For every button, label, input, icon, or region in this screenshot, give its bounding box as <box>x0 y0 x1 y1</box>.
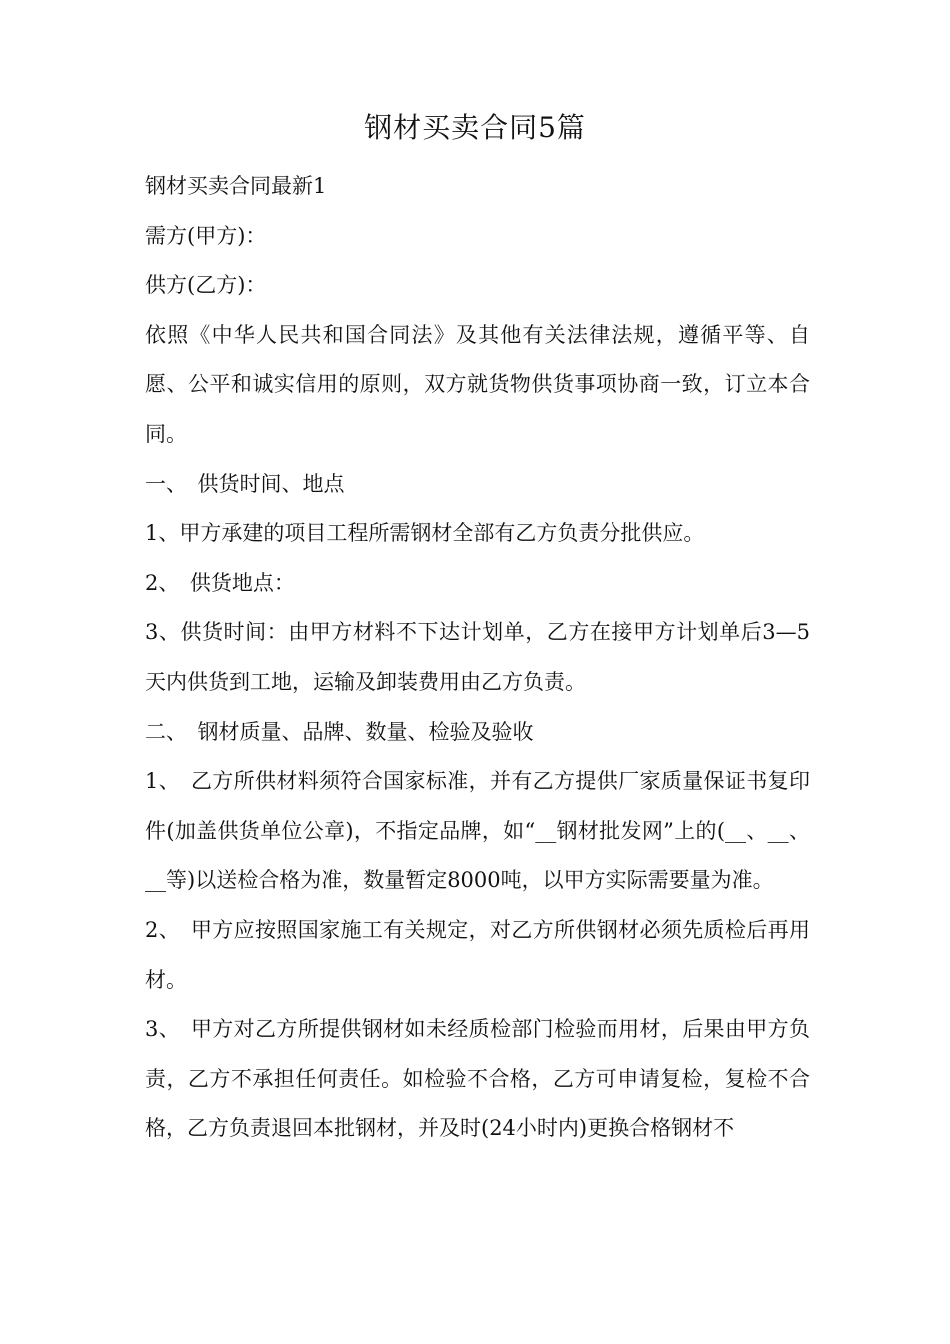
paragraph-clause-1-3: 3、供货时间：由甲方材料不下达计划单，乙方在接甲方计划单后3—5天内供货到工地，运输及卸装费用由乙方负责。 <box>145 620 810 694</box>
paragraph-clause-2-1: 1、 乙方所供材料须符合国家标准，并有乙方提供厂家质量保证书复印件(加盖供货单位公章)，不指定品牌，如“__钢材批发网”上的(__、__、__等)以送检合格为准，数量暂定8000吨，以甲方实际需要量为准。 <box>145 769 810 893</box>
paragraph-clause-2-2: 2、 甲方应按照国家施工有关规定，对乙方所供钢材必须先质检后再用材。 <box>145 917 810 992</box>
paragraph-supplier: 供方(乙方)： <box>145 273 267 298</box>
paragraph-clause-2-3: 3、 甲方对乙方所提供钢材如未经质检部门检验而用材，后果由甲方负责，乙方不承担任何责任。如检验不合格，乙方可申请复检，复检不合格，乙方负责退回本批钢材，并及时(24小时内)更换合格钢材不 <box>145 1017 810 1141</box>
paragraph-clause-1-1: 1、甲方承建的项目工程所需钢材全部有乙方负责分批供应。 <box>145 521 705 546</box>
paragraph-buyer: 需方(甲方)： <box>145 223 267 248</box>
document-title: 钢材买卖合同5篇 <box>364 111 586 144</box>
section-heading-2: 二、 钢材质量、品牌、数量、检验及验收 <box>145 719 534 744</box>
section-heading-1: 一、 供货时间、地点 <box>145 471 345 496</box>
paragraph-subtitle: 钢材买卖合同最新1 <box>145 174 327 198</box>
document-body <box>145 162 810 1154</box>
paragraph-preamble: 依照《中华人民共和国合同法》及其他有关法律法规，遵循平等、自愿、公平和诚实信用的原则，双方就货物供货事项协商一致，订立本合同。 <box>145 322 810 446</box>
paragraph-clause-1-2: 2、 供货地点： <box>145 570 295 595</box>
